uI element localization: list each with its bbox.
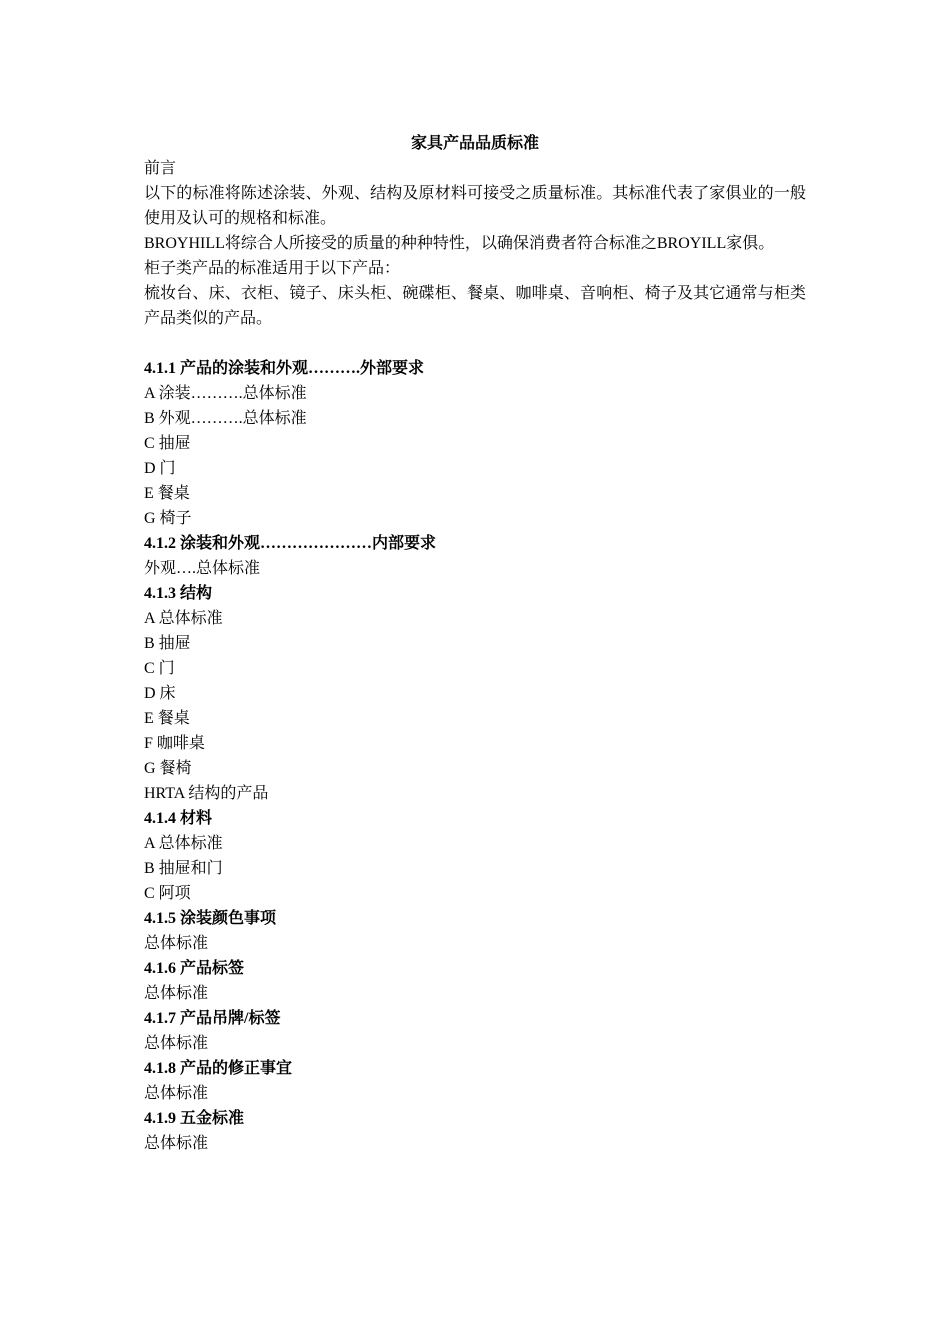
section-4-1-9 bbox=[144, 1106, 806, 1156]
section-item: 总体标准 bbox=[144, 935, 209, 952]
intro-paragraph: 以下的标准将陈述涂装、外观、结构及原材料可接受之质量标准。其标准代表了家俱业的一般使用及认可的规格和标准。 bbox=[144, 185, 806, 227]
document-body bbox=[144, 131, 806, 1156]
section-4-1-8 bbox=[144, 1056, 806, 1106]
section-heading: 4.1.9 五金标准 bbox=[144, 1110, 245, 1127]
paragraph-spacer bbox=[144, 331, 806, 356]
section-4-1-5 bbox=[144, 906, 806, 956]
section-4-1-7 bbox=[144, 1006, 806, 1056]
section-4-1-1 bbox=[144, 356, 806, 531]
section-item: 总体标准 bbox=[144, 1085, 209, 1102]
section-item: A 总体标准 bbox=[144, 610, 223, 627]
section-item: D 床 bbox=[144, 685, 176, 702]
broyhill-paragraph: BROYHILL将综合人所接受的质量的种种特性，以确保消费者符合标准之BROYILL家俱。 bbox=[144, 235, 775, 252]
section-heading: 4.1.6 产品标签 bbox=[144, 960, 245, 977]
section-item: 总体标准 bbox=[144, 1035, 209, 1052]
section-item: 总体标准 bbox=[144, 985, 209, 1002]
page-title: 家具产品品质标准 bbox=[410, 135, 539, 152]
section-item: D 门 bbox=[144, 460, 176, 477]
section-item: C 抽屉 bbox=[144, 435, 191, 452]
section-4-1-6 bbox=[144, 956, 806, 1006]
section-4-1-3 bbox=[144, 581, 806, 806]
section-item: A 涂装……….总体标准 bbox=[144, 385, 307, 402]
section-heading: 4.1.1 产品的涂装和外观……….外部要求 bbox=[144, 360, 425, 377]
section-heading: 4.1.8 产品的修正事宜 bbox=[144, 1060, 293, 1077]
section-heading: 4.1.2 涂装和外观…………………内部要求 bbox=[144, 535, 437, 552]
section-item: 总体标准 bbox=[144, 1135, 209, 1152]
section-item: G 餐椅 bbox=[144, 760, 192, 777]
section-item: E 餐桌 bbox=[144, 710, 190, 727]
section-4-1-4 bbox=[144, 806, 806, 906]
section-heading: 4.1.3 结构 bbox=[144, 585, 213, 602]
section-item: 外观….总体标准 bbox=[144, 560, 261, 577]
applies-line: 柜子类产品的标准适用于以下产品： bbox=[144, 260, 401, 277]
section-item: HRTA 结构的产品 bbox=[144, 785, 269, 802]
section-item: C 门 bbox=[144, 660, 175, 677]
section-4-1-2 bbox=[144, 531, 806, 581]
preface-heading: 前言 bbox=[144, 160, 177, 177]
section-item: B 外观……….总体标准 bbox=[144, 410, 307, 427]
section-item: G 椅子 bbox=[144, 510, 192, 527]
section-item: A 总体标准 bbox=[144, 835, 223, 852]
products-paragraph: 梳妆台、床、衣柜、镜子、床头柜、碗碟柜、餐桌、咖啡桌、音响柜、椅子及其它通常与柜类产品类似的产品。 bbox=[144, 285, 806, 327]
section-item: F 咖啡桌 bbox=[144, 735, 205, 752]
section-heading: 4.1.5 涂装颜色事项 bbox=[144, 910, 277, 927]
section-heading: 4.1.4 材料 bbox=[144, 810, 213, 827]
section-item: B 抽屉 bbox=[144, 635, 191, 652]
section-heading: 4.1.7 产品吊牌/标签 bbox=[144, 1010, 281, 1027]
section-item: C 阿项 bbox=[144, 885, 191, 902]
section-item: E 餐桌 bbox=[144, 485, 190, 502]
section-item: B 抽屉和门 bbox=[144, 860, 223, 877]
